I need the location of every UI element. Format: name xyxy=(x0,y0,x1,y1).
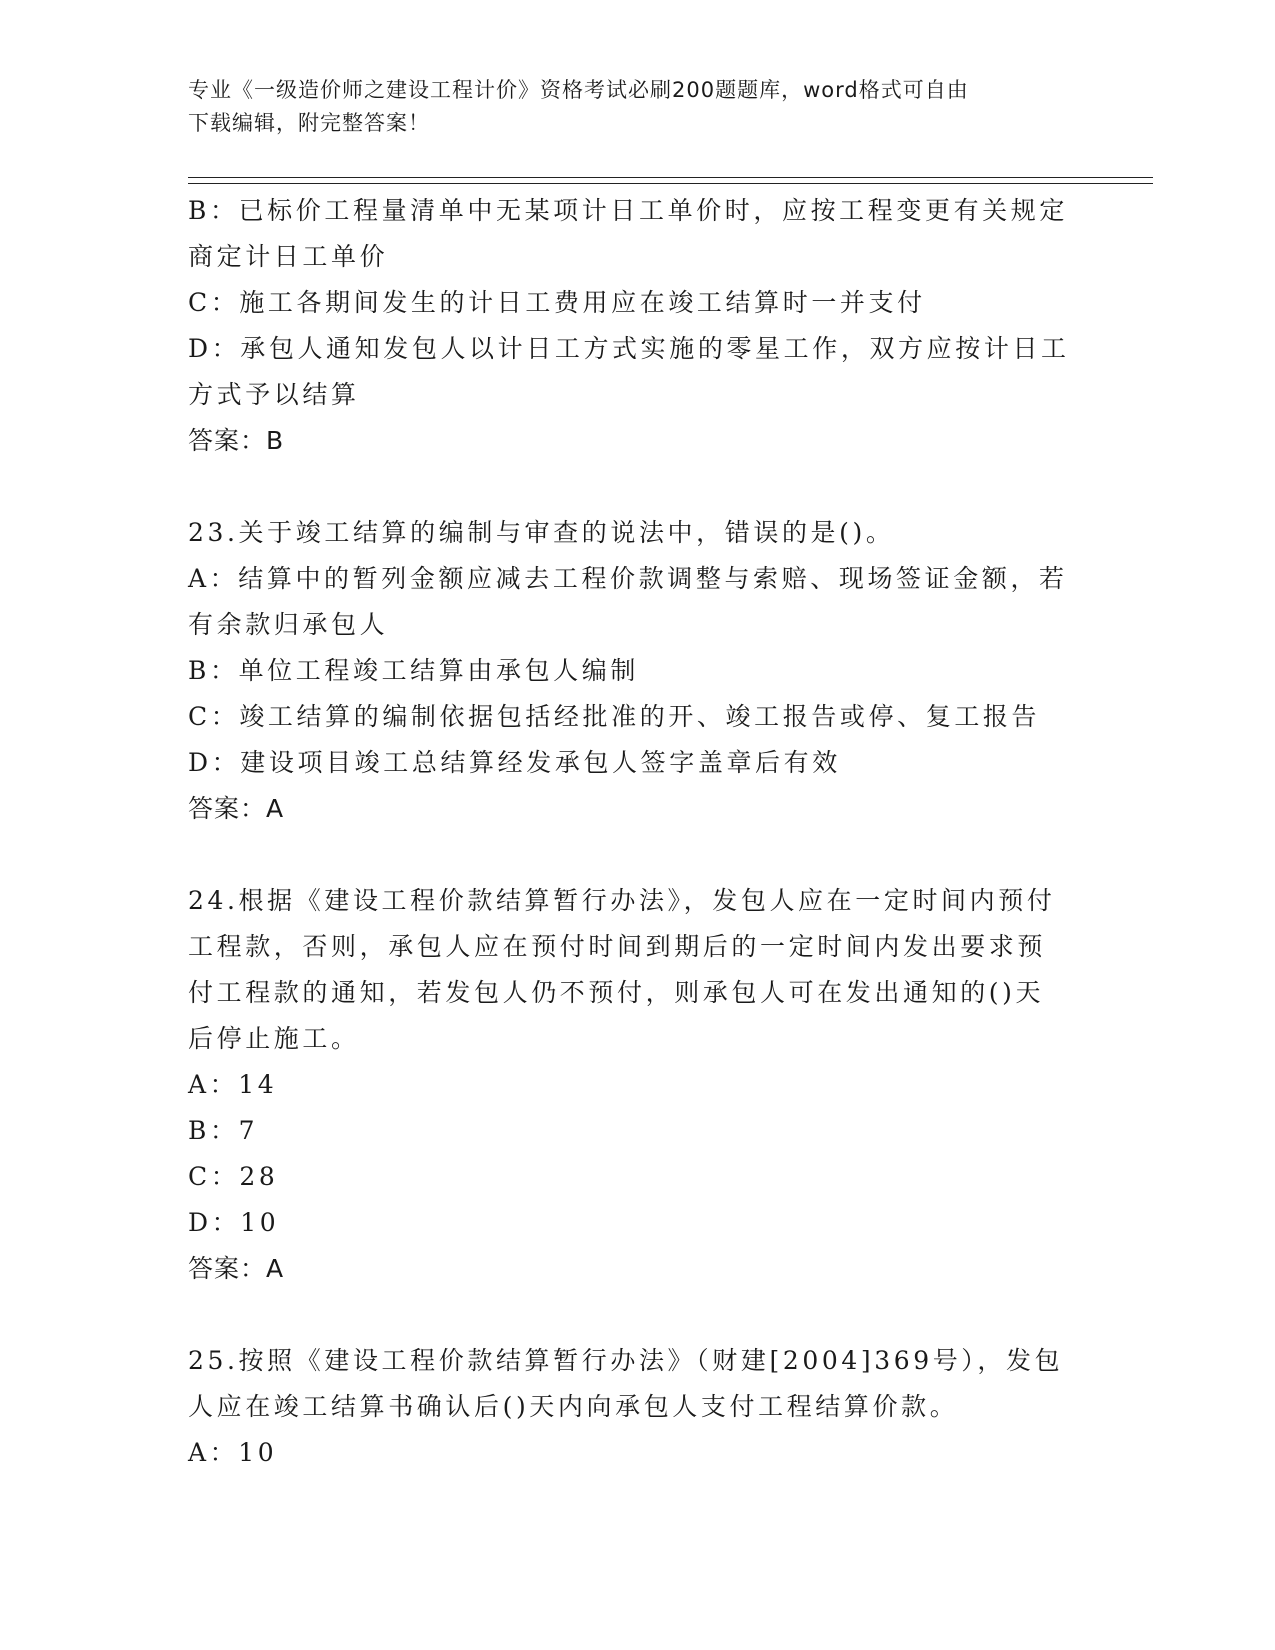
q24-question-line-2: 工程款，否则，承包人应在预付时间到期后的一定时间内发出要求预 xyxy=(188,932,1047,961)
question-content xyxy=(188,188,1068,1476)
q22-option-c: C：施工各期间发生的计日工费用应在竣工结算时一并支付 xyxy=(188,288,926,317)
q22-option-d-line-1: D：承包人通知发包人以计日工方式实施的零星工作，双方应按计日工 xyxy=(188,334,1070,363)
q23-option-b: B：单位工程竣工结算由承包人编制 xyxy=(188,656,639,685)
q25-question-line-1: 25.按照《建设工程价款结算暂行办法》（财建[2004]369号），发包 xyxy=(188,1346,1064,1375)
q22-option-b-line-2: 商定计日工单价 xyxy=(188,242,389,271)
q22-option-d-line-2: 方式予以结算 xyxy=(188,380,360,409)
q23-question: 23.关于竣工结算的编制与审查的说法中，错误的是()。 xyxy=(188,518,895,547)
q24-option-d: D：10 xyxy=(188,1208,280,1237)
q23-answer: 答案：A xyxy=(188,794,285,823)
q23-option-c: C：竣工结算的编制依据包括经批准的开、竣工报告或停、复工报告 xyxy=(188,702,1041,731)
question-25-block xyxy=(188,1338,1068,1476)
q23-option-a-line-1: A：结算中的暂列金额应减去工程价款调整与索赔、现场签证金额，若 xyxy=(188,564,1068,593)
q24-question-line-1: 24.根据《建设工程价款结算暂行办法》，发包人应在一定时间内预付 xyxy=(188,886,1056,915)
question-22-block xyxy=(188,188,1068,464)
q23-option-a-line-2: 有余款归承包人 xyxy=(188,610,389,639)
spacer xyxy=(188,1292,1068,1338)
q23-option-d: D：建设项目竣工总结算经发承包人签字盖章后有效 xyxy=(188,748,841,777)
question-23-block xyxy=(188,510,1068,832)
q24-option-c: C：28 xyxy=(188,1162,279,1191)
spacer xyxy=(188,464,1068,510)
q25-question-line-2: 人应在竣工结算书确认后()天内向承包人支付工程结算价款。 xyxy=(188,1392,959,1421)
q24-option-a: A：14 xyxy=(188,1070,278,1099)
q25-option-a: A：10 xyxy=(188,1438,278,1467)
header-line-2: 下载编辑，附完整答案！ xyxy=(188,111,430,135)
q24-answer: 答案：A xyxy=(188,1254,285,1283)
q24-question-line-4: 后停止施工。 xyxy=(188,1024,360,1053)
header-rule-top xyxy=(188,177,1153,178)
header-line-1: 专业《一级造价师之建设工程计价》资格考试必刷200题题库，word格式可自由 xyxy=(188,78,969,102)
page-header xyxy=(188,74,1068,140)
question-24-block xyxy=(188,878,1068,1292)
q24-option-b: B：7 xyxy=(188,1116,259,1145)
q24-question-line-3: 付工程款的通知，若发包人仍不预付，则承包人可在发出通知的()天 xyxy=(188,978,1045,1007)
spacer xyxy=(188,832,1068,878)
header-rule-bottom xyxy=(188,183,1153,184)
q22-answer: 答案：B xyxy=(188,426,285,455)
q22-option-b-line-1: B：已标价工程量清单中无某项计日工单价时，应按工程变更有关规定 xyxy=(188,196,1068,225)
